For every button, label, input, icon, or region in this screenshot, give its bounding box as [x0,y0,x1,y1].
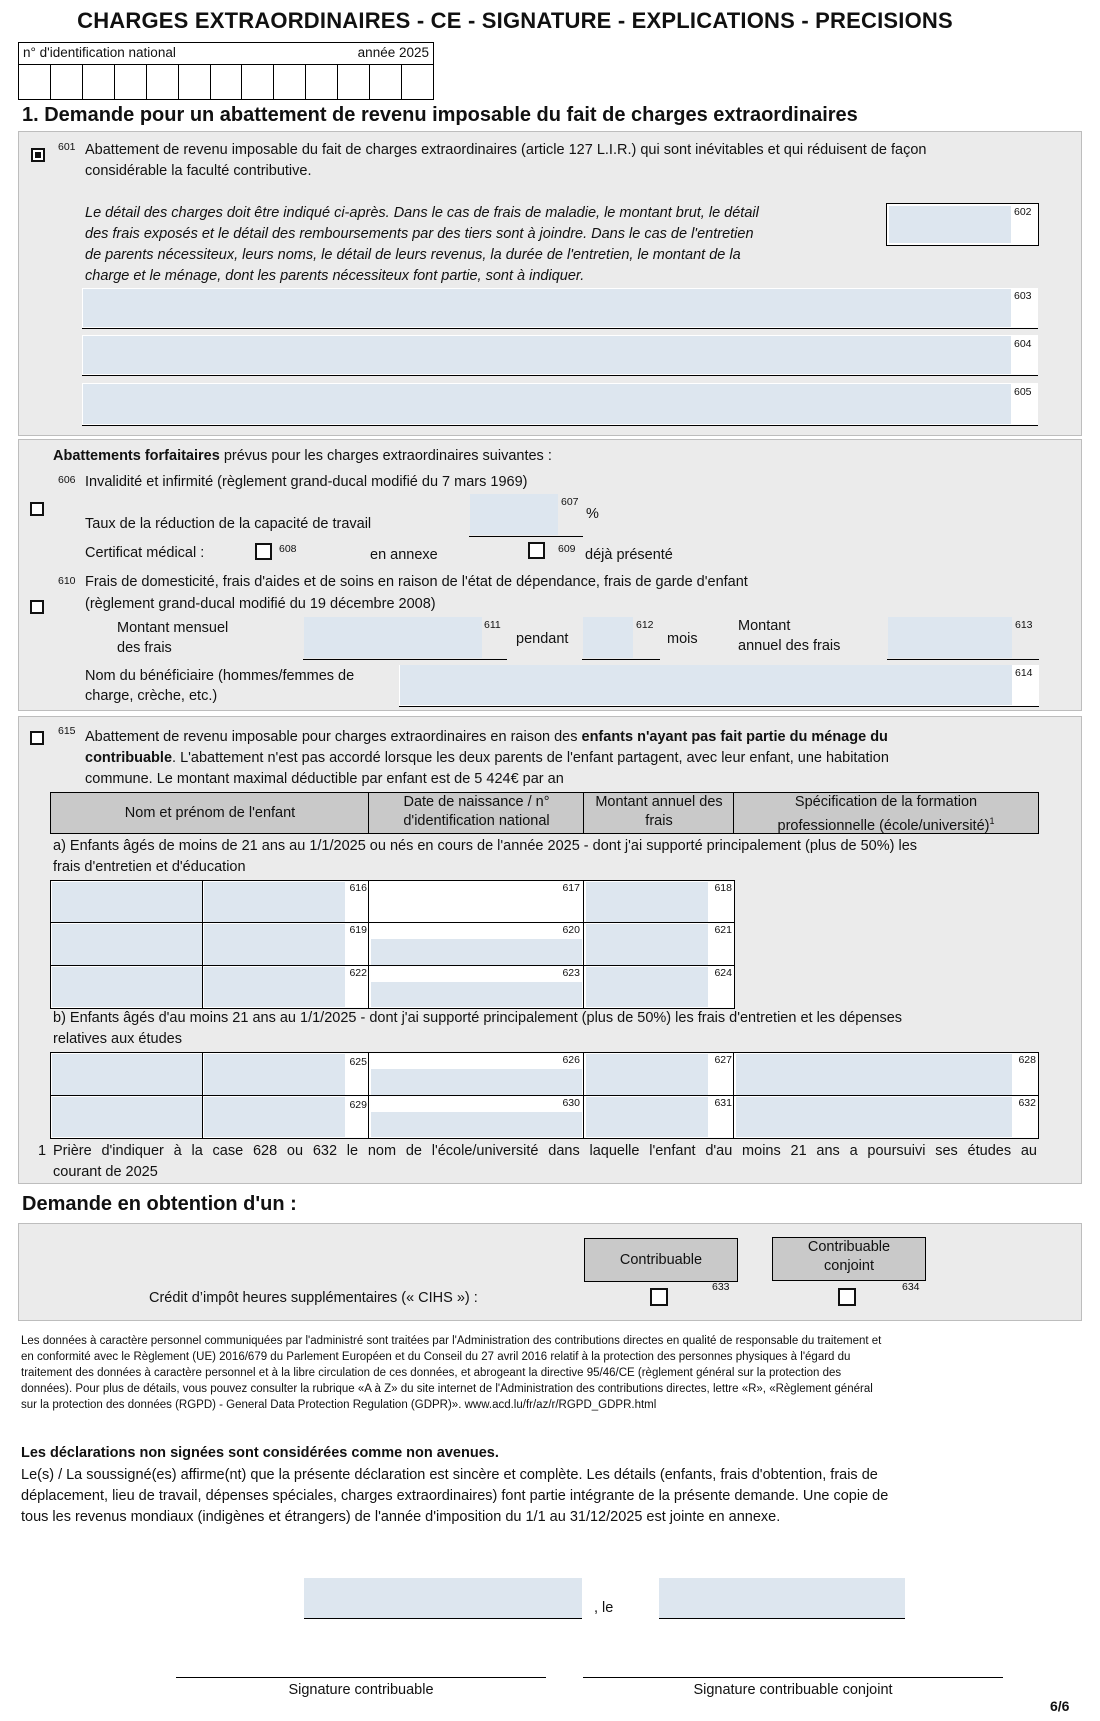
cell-dob [368,1052,585,1097]
id-cell[interactable] [242,65,274,99]
annuel-label-2: annuel des frais [738,638,841,654]
cell-name-last [202,880,370,924]
id-cell[interactable] [83,65,115,99]
id-cell[interactable] [306,65,338,99]
text-615-line1-a: Abattement de revenu imposable pour charges extraordinaires en raison des [85,729,582,745]
id-label: n° d'identification national [23,45,176,60]
field-605[interactable] [83,384,1011,424]
cell-amount [583,1052,735,1097]
group-a-text-1: a) Enfants âgés de moins de 21 ans au 1/1/2025 ou nés en cours de l'année 2025 - dont j'ai supporté principalement (plus de 50%) les [53,838,918,854]
cell-name-first [50,965,204,1009]
cell-amount [583,880,735,924]
cell-name-last [202,965,370,1009]
text-610-line1: Frais de domesticité, frais d'aides et de soins en raison de l'état de dépendance, frais de garde d'enfant [85,574,748,590]
col-header-formation-2 [734,812,1038,836]
text-601-line2: considérable la faculté contributive. [85,163,312,179]
text-615-line3: commune. Le montant maximal déductible par enfant est de 5 424€ par an [85,771,564,787]
col-header-formation [733,792,1039,834]
group-b-grid [50,1052,1038,1138]
field-num-611: 611 [484,619,501,631]
cell-amount [583,965,735,1009]
field-num-626: 626 [562,1054,580,1066]
field-603[interactable] [83,289,1011,327]
field-628[interactable] [736,1054,1012,1095]
declaration-line-1: Le(s) / La soussigné(es) affirme(nt) que la présente déclaration est sincère et complète. Les détails (enfants, frais d'obtention, frais de [21,1467,878,1483]
cell-name-first [50,1095,204,1139]
italic-line-4: charge et le ménage, dont les parents nécessiteux font partie, sont à indiquer. [85,268,585,284]
cell-dob [368,1095,585,1139]
field-num-614: 614 [1015,667,1033,679]
text-615-line1-b: enfants n'ayant pas fait partie du ménage du [581,729,888,745]
declaration-bold: Les déclarations non signées sont considérées comme non avenues. [21,1445,499,1461]
taux-label: Taux de la réduction de la capacité de travail [85,516,372,532]
footnote-ref: 1 [989,816,995,826]
field-num-612: 612 [636,619,654,631]
field-611[interactable] [304,617,482,658]
field-613[interactable] [888,617,1012,658]
declaration-line-3: tous les revenus mondiaux (indigènes et étrangers) de l'année d'imposition du 1/1 au 31/12/2025 est jointe en annexe. [21,1509,781,1525]
field-625-a[interactable] [52,1054,202,1095]
field-num-607: 607 [561,496,579,508]
pendant-label: pendant [516,631,569,647]
col-contribuable: Contribuable [584,1238,738,1282]
checkbox-610[interactable] [30,600,44,614]
rgpd-line-1: Les données à caractère personnel communiquées par l'administré sont traitées par l'Administration des contributions directes en qualité de responsable du traitement et [21,1335,882,1347]
checkbox-606[interactable] [30,502,44,516]
rgpd-line-3: traitement des données à caractère personnel et à la libre circulation de ces données, et abrogeant la directive 95/46/CE (règlement général sur la protection des [21,1367,842,1379]
field-627[interactable] [586,1054,708,1095]
field-num-634: 634 [902,1281,920,1293]
text-615-line2-b: . L'abattement n'est pas accordé lorsque les deux parents de l'enfant partagent, avec leur enfant, une habitation [172,750,889,766]
field-604[interactable] [83,336,1011,374]
annexe-label: en annexe [370,547,438,563]
col-header-formation-2-text: professionnelle (école/université) [777,817,990,834]
page-number: 6/6 [1050,1698,1070,1714]
field-629-a[interactable] [52,1097,202,1137]
field-620[interactable] [371,939,582,965]
field-632[interactable] [736,1097,1012,1137]
checkbox-609[interactable] [528,542,545,559]
text-610-line2: (règlement grand-ducal modifié du 19 décembre 2008) [85,596,436,612]
id-cell[interactable] [338,65,370,99]
deja-label: déjà présenté [585,547,673,563]
signature-line-conjoint[interactable] [583,1677,1003,1678]
cell-dob [368,922,585,967]
field-num-602: 602 [1014,206,1032,218]
col-header-dob-2: d'identification national [403,813,550,829]
field-num-632: 632 [1018,1097,1036,1109]
id-cell[interactable] [211,65,243,99]
text-615-line2-a: contribuable [85,750,173,766]
field-618[interactable] [586,882,708,922]
col-header-dob-1: Date de naissance / n° [403,794,550,810]
field-num-623: 623 [562,967,580,979]
field-num-630: 630 [562,1097,580,1109]
text-615-line1 [85,727,888,747]
footnote-line-1: Prière d'indiquer à la case 628 ou 632 le nom de l'école/université dans laquelle l'enfant d'au moins 21 ans a poursuivi ses études au [53,1143,1037,1159]
field-619-a[interactable] [52,924,202,965]
mois-label: mois [667,631,698,647]
cell-name-last [202,1052,370,1097]
field-616-b[interactable] [204,882,345,922]
forfaitaires-intro-rest: prévus pour les charges extraordinaires suivantes : [219,448,552,464]
field-num-631: 631 [714,1097,732,1109]
rgpd-line-4: données). Pour plus de détails, vous pouvez consulter la rubrique «A à Z» du site internet de l'Administration des contributions directes, lettre «R», «Règlement général [21,1383,873,1395]
field-num-609: 609 [558,543,576,555]
field-num-615: 615 [58,725,76,737]
forfaitaires-intro [53,446,552,466]
col-conjoint-1: Contribuable [807,1239,891,1255]
field-622-b[interactable] [204,967,345,1007]
group-a-grid [50,880,734,1008]
le-label: , le [594,1600,614,1616]
cell-name-first [50,880,204,924]
group-b-text-1: b) Enfants âgés d'au moins 21 ans au 1/1/2025 - dont j'ai supporté principalement (plus de 50%) les frais d'entretien et les dépenses [53,1010,903,1026]
field-num-624: 624 [714,967,732,979]
mensuel-label-2: des frais [117,640,172,656]
checkbox-633[interactable] [650,1288,668,1306]
col-contribuable-conjoint [772,1237,926,1281]
field-num-622: 622 [349,967,367,979]
text-615-line2 [85,748,889,768]
cell-name-first [50,1052,204,1097]
id-cell[interactable] [274,65,306,99]
section1-heading: 1. Demande pour un abattement de revenu imposable du fait de charges extraordinaires [22,104,858,126]
italic-line-3: de parents nécessiteux, leurs noms, le détail de leurs revenus, la durée de l'entretien, le montant de la [85,247,741,263]
id-cell[interactable] [19,65,51,99]
field-624[interactable] [586,967,708,1007]
field-num-610: 610 [58,575,76,587]
id-box [18,42,434,100]
field-630[interactable] [371,1112,582,1137]
col-header-dob [368,792,585,834]
year-label: année 2025 [357,45,429,60]
field-607[interactable] [470,494,558,535]
col-header-amount-1: Montant annuel des [595,794,723,810]
mensuel-label-1: Montant mensuel [117,620,229,636]
field-num-604: 604 [1014,338,1032,350]
rgpd-line-2: en conformité avec le Règlement (UE) 2016/679 du Parlement Européen et du Conseil du 27 avril 2016 relatif à la protection des personnes physiques à l'égard du [21,1351,851,1363]
id-cell[interactable] [147,65,179,99]
field-614[interactable] [400,665,1012,705]
cell-formation [733,1095,1039,1139]
footnote-line-2: courant de 2025 [53,1164,158,1180]
field-num-620: 620 [562,924,580,936]
field-622-a[interactable] [52,967,202,1007]
footnote-num: 1 [38,1143,47,1159]
annuel-label-1: Montant [738,618,791,634]
page-title: CHARGES EXTRAORDINAIRES - CE - SIGNATURE - EXPLICATIONS - PRECISIONS [77,8,953,33]
field-629-b[interactable] [204,1097,345,1137]
col-header-amount-2: frais [645,813,673,829]
field-626[interactable] [371,1069,582,1095]
cell-amount [583,922,735,967]
text-601-line1: Abattement de revenu imposable du fait de charges extraordinaires (article 127 L.I.R.) qui sont inévitables et qui réduisent de façon [85,142,927,158]
field-602[interactable] [889,206,1011,243]
field-num-619: 619 [349,924,367,936]
field-num-605: 605 [1014,386,1032,398]
text-606: Invalidité et infirmité (règlement grand-ducal modifié du 7 mars 1969) [85,474,528,490]
checkbox-608[interactable] [255,543,272,560]
id-cell[interactable] [402,65,433,99]
field-num-621: 621 [714,924,732,936]
cell-dob [368,880,585,924]
field-625-b[interactable] [204,1054,345,1095]
id-cells [19,64,433,99]
field-num-625: 625 [349,1056,367,1068]
field-619-b[interactable] [204,924,345,965]
date-field[interactable] [659,1578,905,1619]
field-631[interactable] [586,1097,708,1137]
cell-name-first [50,922,204,967]
col-header-name: Nom et prénom de l'enfant [50,792,370,834]
field-616-a[interactable] [52,882,202,922]
field-num-628: 628 [1018,1054,1036,1066]
benef-label-2: charge, crèche, etc.) [85,688,218,704]
field-623[interactable] [371,982,582,1007]
benef-label-1: Nom du bénéficiaire (hommes/femmes de [85,668,355,684]
field-num-629: 629 [349,1099,367,1111]
cell-name-last [202,1095,370,1139]
italic-line-1: Le détail des charges doit être indiqué ci-après. Dans le cas de frais de maladie, le montant brut, le détail [85,205,759,221]
checkbox-601[interactable] [31,148,45,162]
col-header-amount [583,792,735,834]
group-b-text-2: relatives aux études [53,1031,182,1047]
field-num-617: 617 [562,882,580,894]
col-conjoint-2: conjoint [824,1258,874,1274]
checkbox-615[interactable] [30,731,44,745]
declaration-line-2: déplacement, lieu de travail, dépenses spéciales, charges extraordinaires) font partie intégrante de la présente demande. Une copie de [21,1488,889,1504]
place-field[interactable] [304,1578,582,1619]
id-cell[interactable] [51,65,83,99]
field-num-608: 608 [279,543,297,555]
id-cell[interactable] [370,65,402,99]
cihs-label: Crédit d’impôt heures supplémentaires (« CIHS ») : [149,1290,478,1306]
id-cell[interactable] [179,65,211,99]
field-num-601: 601 [58,141,76,153]
field-num-616: 616 [349,882,367,894]
demande-heading: Demande en obtention d'un : [22,1193,297,1215]
group-a-text-2: frais d'entretien et d'éducation [53,859,246,875]
checkbox-634[interactable] [838,1288,856,1306]
signature-line-contribuable[interactable] [176,1677,546,1678]
signature-label-conjoint: Signature contribuable conjoint [693,1682,893,1698]
signature-label-contribuable: Signature contribuable [288,1682,434,1698]
cell-dob [368,965,585,1009]
percent-sign: % [586,506,599,522]
field-num-618: 618 [714,882,732,894]
id-cell[interactable] [115,65,147,99]
field-621[interactable] [586,924,708,965]
field-num-633: 633 [712,1281,730,1293]
cert-label: Certificat médical : [85,545,205,561]
field-num-606: 606 [58,474,76,486]
field-612[interactable] [583,617,633,658]
cell-formation [733,1052,1039,1097]
italic-line-2: des frais exposés et le détail des remboursements par des tiers sont à joindre. Dans le cas de l'entretien [85,226,754,242]
field-num-613: 613 [1015,619,1033,631]
rgpd-line-5: sur la protection des données (RGPD) - General Data Protection Regulation (GDPR)». www.acd.lu/fr/az/r/RGPD_GDPR.html [21,1399,657,1411]
col-header-formation-1: Spécification de la formation [794,794,978,810]
field-num-603: 603 [1014,290,1032,302]
field-num-627: 627 [714,1054,732,1066]
forfaitaires-intro-bold: Abattements forfaitaires [53,448,220,464]
cell-name-last [202,922,370,967]
cell-amount [583,1095,735,1139]
